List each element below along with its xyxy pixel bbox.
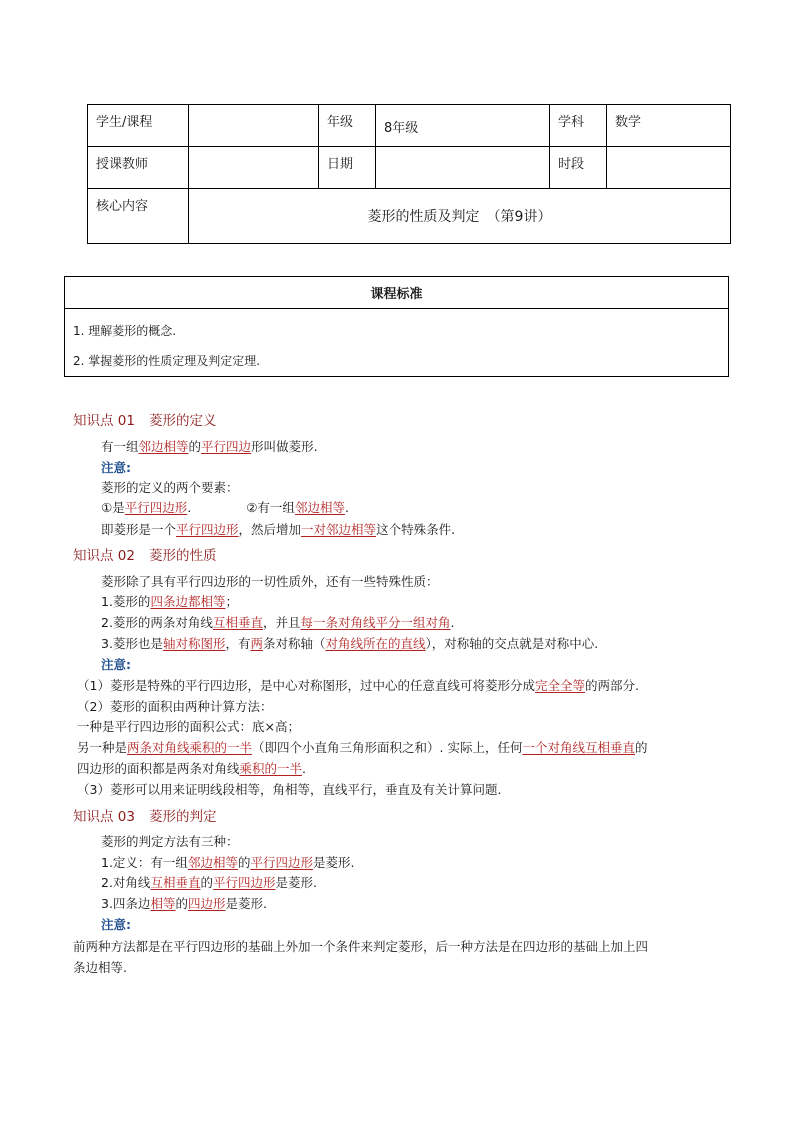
kp2-number: 知识点 02: [73, 548, 135, 564]
kp1-line4: 即菱形是一个平行四边形，然后增加一对邻边相等这个特殊条件.: [101, 522, 456, 537]
kp2-line3: 2.菱形的两条对角线互相垂直，并且每一条对角线平分一组对角.: [101, 615, 455, 630]
kp2-heading: [73, 544, 216, 564]
core-label: 核心内容: [88, 189, 189, 244]
period-value: [607, 147, 731, 189]
student-value: [189, 105, 319, 147]
core-value: 菱形的性质及判定 （第9讲）: [189, 189, 731, 244]
standard-item: 2. 掌握菱形的性质定理及判定定理.: [73, 354, 261, 368]
kp3-line1: 菱形的判定方法有三种：: [101, 834, 239, 849]
kp2-note6: （3）菱形可以用来证明线段相等，角相等，直线平行，垂直及有关计算问题.: [77, 782, 502, 797]
kp2-line1: 菱形除了具有平行四边形的一切性质外，还有一些特殊性质：: [101, 574, 439, 589]
kp1-title: 菱形的定义: [148, 413, 217, 429]
kp1-line2: 菱形的定义的两个要素：: [101, 480, 239, 495]
kp2-note2: （2）菱形的面积由两种计算方法：: [77, 699, 273, 714]
course-info-table: [87, 104, 731, 244]
kp1-definition: 有一组邻边相等的平行四边形叫做菱形.: [101, 439, 318, 454]
kp1-heading: [73, 409, 216, 429]
kp3-note-label: 注意:: [101, 917, 131, 932]
subject-label: 学科: [550, 105, 607, 147]
kp2-note4: 另一种是两条对角线乘积的一半（即四个小直角三角形面积之和）. 实际上，任何一个对角线互相垂直的: [77, 740, 648, 755]
kp2-line2: 1.菱形的四条边都相等；: [101, 594, 238, 609]
kp3-note1: 前两种方法都是在平行四边形的基础上外加一个条件来判定菱形，后一种方法是在四边形的基础上加上四: [73, 939, 649, 954]
kp1-line3: ①是平行四边形. ②有一组邻边相等.: [101, 500, 349, 515]
kp2-note1: （1）菱形是特殊的平行四边形，是中心对称图形，过中心的任意直线可将菱形分成完全全等的两部分.: [77, 678, 639, 693]
subject-value: 数学: [607, 105, 731, 147]
kp2-title: 菱形的性质: [148, 548, 217, 564]
kp3-title: 菱形的判定: [148, 809, 217, 825]
kp2-note-label: 注意:: [101, 657, 131, 672]
standards-title: 课程标准: [65, 277, 729, 309]
teacher-label: 授课教师: [88, 147, 189, 189]
period-label: 时段: [550, 147, 607, 189]
grade-label: 年级: [319, 105, 376, 147]
grade-value: 8年级: [376, 105, 550, 147]
date-label: 日期: [319, 147, 376, 189]
kp1-number: 知识点 01: [73, 413, 135, 429]
kp3-note2: 条边相等.: [73, 960, 127, 975]
teacher-value: [189, 147, 319, 189]
course-standards-table: [64, 276, 729, 377]
kp3-heading: [73, 805, 216, 825]
standard-item: 1. 理解菱形的概念.: [73, 324, 177, 338]
student-label: 学生/课程: [88, 105, 189, 147]
standards-list: [65, 309, 729, 377]
date-value: [376, 147, 550, 189]
kp1-note-label: 注意:: [101, 460, 131, 475]
kp2-note3: 一种是平行四边形的面积公式：底×高；: [77, 719, 300, 734]
kp3-line4: 3.四条边相等的四边形是菱形.: [101, 896, 267, 911]
kp3-line2: 1.定义：有一组邻边相等的平行四边形是菱形.: [101, 855, 355, 870]
kp3-line3: 2.对角线互相垂直的平行四边形是菱形.: [101, 875, 317, 890]
kp2-line4: 3.菱形也是轴对称图形，有两条对称轴（对角线所在的直线），对称轴的交点就是对称中心.: [101, 636, 599, 651]
kp2-note5: 四边形的面积都是两条对角线乘积的一半.: [77, 761, 307, 776]
kp3-number: 知识点 03: [73, 809, 135, 825]
